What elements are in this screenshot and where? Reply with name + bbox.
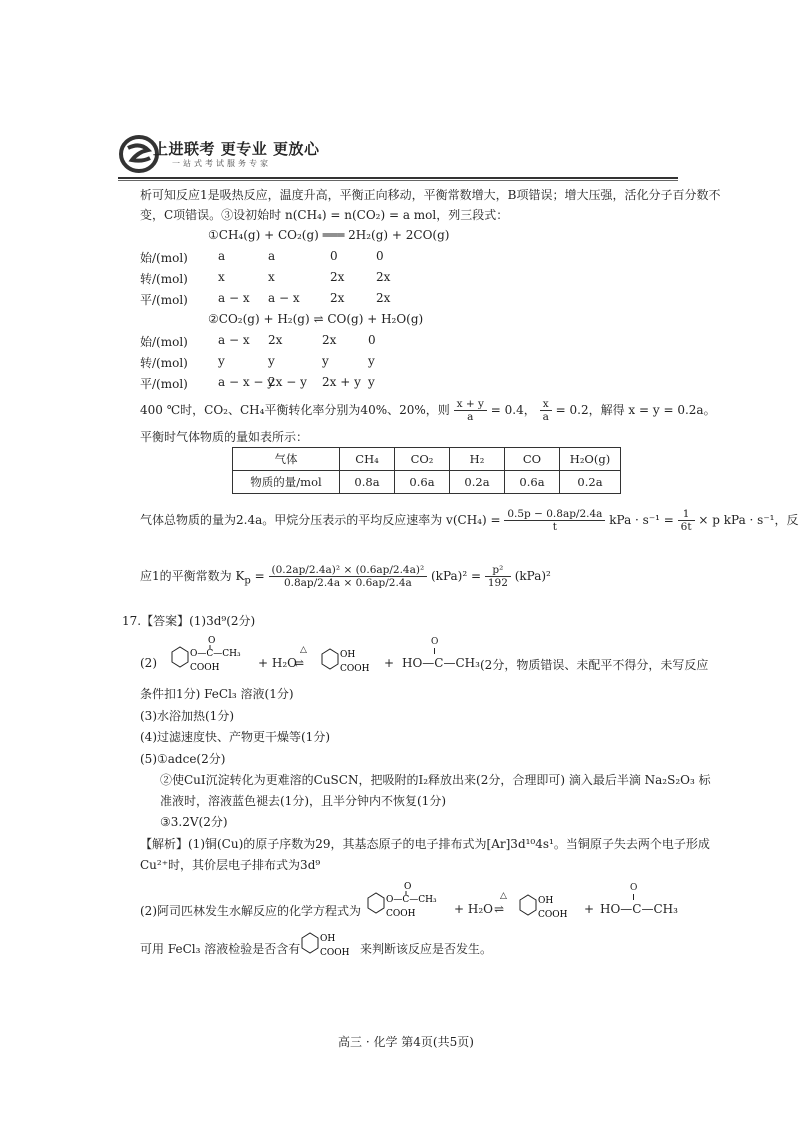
svg-text:O: O	[404, 882, 412, 892]
row-label: 始/(mol)	[140, 335, 188, 349]
fraction	[485, 564, 511, 589]
table-row	[233, 471, 621, 494]
exp3-water: + H₂O	[454, 902, 493, 916]
table-cell: 0.8a	[340, 471, 395, 494]
table-cell: 物质的量/mol	[233, 471, 340, 494]
svg-text:OH: OH	[538, 896, 554, 906]
a2-acetic-acid: HO—C—CH₃	[402, 656, 480, 670]
svg-text:OH: OH	[320, 934, 336, 944]
kp-line	[140, 564, 551, 589]
rate-text: 气体总物质的量为2.4a。甲烷分压表示的平均反应速率为 v(CH₄) =	[140, 513, 501, 527]
cell: 2x	[330, 291, 345, 305]
cell: y	[368, 375, 375, 389]
cell: a	[268, 249, 276, 263]
kp-text: 应1的平衡常数为 K	[140, 569, 245, 583]
a4: (4)过滤速度快、产物更干燥等(1分)	[140, 730, 330, 744]
fraction	[269, 564, 428, 589]
cell: 2x − y	[268, 375, 307, 389]
denominator: a	[542, 411, 549, 423]
fraction	[454, 398, 487, 423]
denominator: t	[552, 521, 558, 533]
cell: 2x	[330, 270, 345, 284]
aspirin-structure-icon	[358, 880, 450, 924]
table-cell: 0.6a	[395, 471, 450, 494]
brand-subtitle: 一站式考试服务专家	[172, 159, 271, 168]
a3: (3)水浴加热(1分)	[140, 709, 234, 723]
table-cell: 0.2a	[450, 471, 505, 494]
a2-label: (2)	[140, 656, 157, 670]
cell: 2x	[322, 333, 337, 347]
q17-answer-head: 17.【答案】(1)3d⁹(2分)	[122, 614, 256, 628]
header-rule	[118, 177, 678, 179]
cell: 2x	[376, 270, 391, 284]
cell: y	[368, 354, 375, 368]
table-header: H₂O(g)	[560, 448, 621, 471]
analysis-line-2: 变，C项错误。③设初始时 n(CH₄) = n(CO₂) = a mol，列三段式：	[140, 208, 509, 222]
cell: 2x	[376, 291, 391, 305]
conversion-mid: = 0.4，	[490, 403, 536, 417]
table-cell: 0.6a	[505, 471, 560, 494]
numerator: (0.2ap/2.4a)² × (0.6ap/2.4a)²	[269, 564, 428, 577]
analysis-line-1: 析可知反应1是吸热反应，温度升高，平衡正向移动，平衡常数增大，B项错误；增大压强，活化分子百分数不	[140, 188, 721, 202]
table-header: CO	[505, 448, 560, 471]
rate-line	[140, 508, 798, 533]
explanation-1: 【解析】(1)铜(Cu)的原子序数为29，其基态原子的电子排布式为[Ar]3d¹⁰4s¹。当铜原子失去两个电子形成	[140, 837, 710, 851]
a5-2: ②使CuI沉淀转化为更难溶的CuSCN，把吸附的I₂释放出来(2分，合理即可) 滴入最后半滴 Na₂S₂O₃ 标	[160, 773, 711, 787]
cell: a − x	[268, 291, 300, 305]
salicylic-acid-structure-icon	[298, 926, 358, 962]
explanation-2: Cu²⁺时，其价层电子排布式为3d⁹	[140, 858, 321, 872]
carbonyl-o: O	[431, 637, 439, 647]
svg-text:O—C—CH₃: O—C—CH₃	[386, 895, 437, 905]
fraction	[678, 508, 695, 533]
carbonyl-o: O	[630, 883, 638, 893]
a5-3: 准液时，溶液蓝色褪去(1分)，且半分钟内不恢复(1分)	[160, 794, 446, 808]
explanation-4-end: 来判断该反应是否发生。	[360, 942, 493, 956]
a2-water: + H₂O	[258, 656, 297, 670]
fraction	[540, 398, 552, 423]
cell: y	[218, 354, 225, 368]
row-label: 平/(mol)	[140, 377, 188, 391]
brand-slogan: 上进联考 更专业 更放心	[153, 140, 320, 158]
svg-text:COOH: COOH	[340, 664, 370, 674]
table-header-row	[233, 448, 621, 471]
conversion-text: 400 ℃时，CO₂、CH₄平衡转化率分别为40%、20%，则	[140, 403, 450, 417]
denominator: a	[467, 411, 474, 423]
svg-text:COOH: COOH	[386, 909, 416, 919]
table-intro: 平衡时气体物质的量如表所示：	[140, 430, 309, 444]
a2-line-2: 条件扣1分) FeCl₃ 溶液(1分)	[140, 687, 294, 701]
rate-unit: kPa · s⁻¹ =	[609, 513, 674, 527]
numerator: x	[540, 398, 552, 411]
a5-4: ③3.2V(2分)	[160, 815, 228, 829]
kp-subscript: p	[244, 575, 251, 587]
a5-1: (5)①adce(2分)	[140, 752, 226, 766]
double-bond-mark	[633, 894, 634, 900]
svg-text:O—C—CH₃: O—C—CH₃	[190, 649, 241, 659]
numerator: 1	[678, 508, 695, 521]
a2-score-note: (2分，物质错误、未配平不得分，未写反应	[480, 658, 709, 672]
explanation-3: (2)阿司匹林发生水解反应的化学方程式为	[140, 904, 361, 918]
a2-plus: +	[384, 656, 395, 670]
denominator: 192	[487, 577, 508, 589]
cell: a − x	[218, 333, 250, 347]
table-cell: 0.2a	[560, 471, 621, 494]
equilibrium-table	[232, 447, 621, 494]
denominator: 0.8ap/2.4a × 0.6ap/2.4a	[283, 577, 412, 589]
table-header: H₂	[450, 448, 505, 471]
numerator: p²	[485, 564, 511, 577]
cell: y	[322, 354, 329, 368]
cell: a − x	[218, 291, 250, 305]
equation-2: ②CO₂(g) + H₂(g) ⇌ CO(g) + H₂O(g)	[208, 312, 424, 326]
svg-text:COOH: COOH	[190, 663, 220, 673]
cell: 2x	[268, 333, 283, 347]
a2-condition: △	[300, 645, 307, 655]
exp3-condition: △	[500, 891, 507, 901]
equation-1: ①CH₄(g) + CO₂(g) ═══ 2H₂(g) + 2CO(g)	[208, 228, 450, 242]
rate-end: × p kPa · s⁻¹，反	[698, 513, 799, 527]
explanation-4: 可用 FeCl₃ 溶液检验是否含有	[140, 942, 301, 956]
cell: 2x + y	[322, 375, 361, 389]
double-bond-mark	[434, 648, 435, 654]
row-label: 平/(mol)	[140, 293, 188, 307]
conversion-post: = 0.2，解得 x = y = 0.2a。	[555, 403, 716, 417]
kp-equals: =	[250, 569, 265, 583]
svg-text:COOH: COOH	[538, 910, 568, 920]
salicylic-acid-structure-icon	[516, 888, 576, 924]
svg-text:OH: OH	[340, 650, 356, 660]
cell: 0	[376, 249, 384, 263]
salicylic-acid-structure-icon	[318, 642, 378, 678]
cell: a − x − y	[218, 375, 275, 389]
conversion-line	[140, 398, 716, 423]
cell: 0	[368, 333, 376, 347]
cell: y	[268, 354, 275, 368]
row-label: 始/(mol)	[140, 251, 188, 265]
kp-end: (kPa)²	[514, 569, 551, 583]
kp-mid: (kPa)² =	[431, 569, 482, 583]
numerator: x + y	[454, 398, 487, 411]
header-rule-thin	[118, 180, 678, 181]
cell: x	[218, 270, 225, 284]
cell: a	[218, 249, 226, 263]
exp3-acetic-acid: HO—C—CH₃	[600, 902, 678, 916]
table-header: 气体	[233, 448, 340, 471]
fraction	[504, 508, 605, 533]
cell: 0	[330, 249, 338, 263]
page-footer: 高三 · 化学 第4页(共5页)	[338, 1035, 474, 1049]
aspirin-structure-icon	[162, 634, 254, 678]
table-header: CH₄	[340, 448, 395, 471]
exp3-plus: +	[584, 902, 595, 916]
denominator: 6t	[680, 521, 692, 533]
svg-text:COOH: COOH	[320, 948, 350, 958]
reversible-arrow-icon: ⇌	[494, 902, 505, 916]
table-header: CO₂	[395, 448, 450, 471]
reversible-arrow-icon: ⇌	[294, 656, 305, 670]
row-label: 转/(mol)	[140, 356, 188, 370]
row-label: 转/(mol)	[140, 272, 188, 286]
cell: x	[268, 270, 275, 284]
svg-text:O: O	[208, 636, 216, 646]
numerator: 0.5p − 0.8ap/2.4a	[504, 508, 605, 521]
